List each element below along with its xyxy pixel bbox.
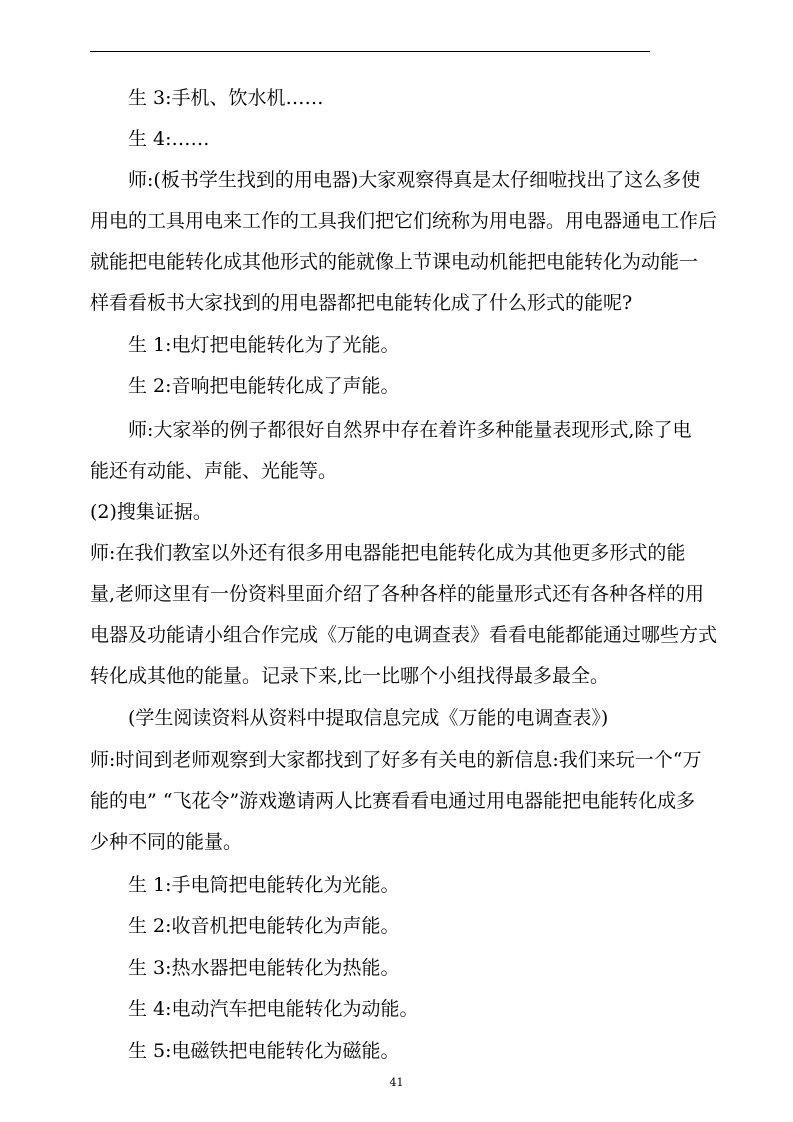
text-line: 生 3:热水器把电能转化为热能。 (128, 957, 400, 979)
text-line: 师:时间到老师观察到大家都找到了好多有关电的新信息:我们来玩一个“万 (90, 749, 702, 771)
header-rule (90, 51, 650, 52)
text-line: 电器及功能请小组合作完成《万能的电调查表》看看电能都能通过哪些方式 (90, 624, 718, 646)
text-line: 少种不同的能量。 (90, 831, 243, 853)
text-line: 就能把电能转化成其他形式的能就像上节课电动机能把电能转化为动能一 (90, 251, 699, 273)
text-line: 生 4:电动汽车把电能转化为动能。 (128, 998, 419, 1020)
text-line: 量,老师这里有一份资料里面介绍了各种各样的能量形式还有各种各样的用 (90, 583, 705, 605)
text-line: (学生阅读资料从资料中提取信息完成《万能的电调查表》) (128, 707, 609, 729)
text-line: 用电的工具用电来工作的工具我们把它们统称为用电器。用电器通电工作后 (90, 210, 718, 232)
text-line: 生 4:…… (128, 128, 210, 150)
text-line: 生 2:收音机把电能转化为声能。 (128, 915, 400, 937)
text-line: 生 1:手电筒把电能转化为光能。 (128, 874, 400, 896)
text-line: 生 3:手机、饮水机…… (128, 87, 324, 109)
text-line: 样看看板书大家找到的用电器都把电能转化成了什么形式的能呢? (90, 292, 633, 314)
text-line: 能的电” “飞花令”游戏邀请两人比赛看看电通过用电器能把电能转化成多 (90, 790, 696, 812)
text-line: 生 2:音响把电能转化成了声能。 (128, 375, 400, 397)
text-line: 师:大家举的例子都很好自然界中存在着许多种能量表现形式,除了电 (128, 419, 692, 441)
text-line: 生 1:电灯把电能转化为了光能。 (128, 334, 400, 356)
page-number: 41 (389, 1076, 404, 1089)
text-line: 转化成其他的能量。记录下来,比一比哪个小组找得最多最全。 (90, 665, 610, 687)
text-line: 师:(板书学生找到的用电器)大家观察得真是太仔细啦找出了这么多使 (128, 169, 701, 191)
text-line: 生 5:电磁铁把电能转化为磁能。 (128, 1040, 400, 1062)
section-heading: (2)搜集证据。 (90, 501, 212, 523)
text-line: 能还有动能、声能、光能等。 (90, 460, 338, 482)
text-line: 师:在我们教室以外还有很多用电器能把电能转化成为其他更多形式的能 (90, 542, 686, 564)
